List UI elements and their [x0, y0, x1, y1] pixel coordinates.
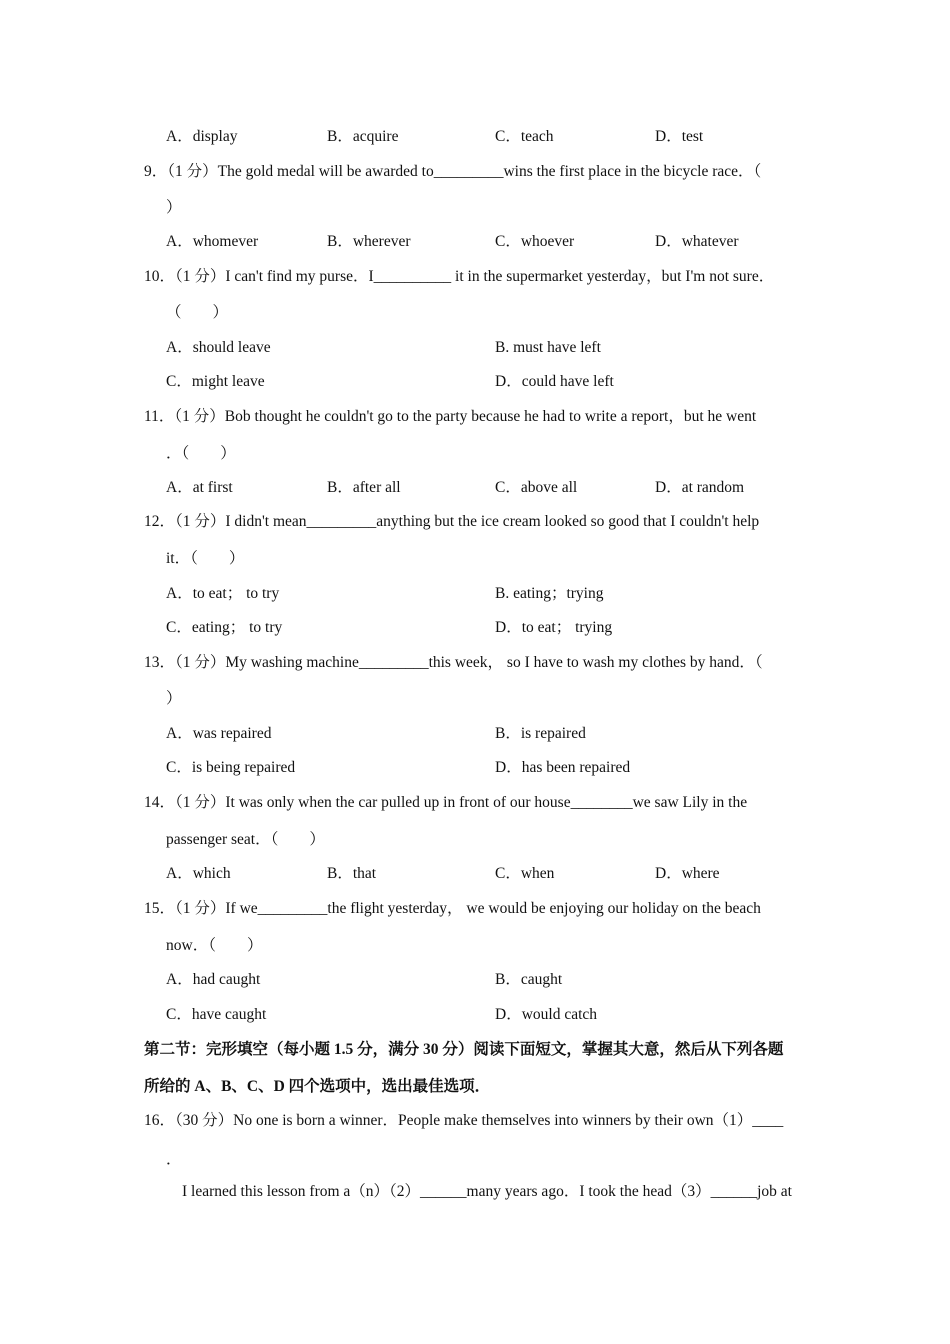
q16-stem: 16．（30 分）No one is born a winner．People make themselves into winners by their own（1）____: [144, 1112, 784, 1129]
q11-stem-cont: ．（ ）: [166, 445, 236, 462]
q12-option-b: B. eating；trying: [495, 585, 604, 602]
q10-option-c: C．might leave: [166, 373, 265, 390]
q15-option-a: A．had caught: [166, 971, 261, 988]
q13-option-a: A．was repaired: [166, 725, 272, 742]
q8-option-b: B．acquire: [327, 128, 399, 145]
q15-stem-cont: now．（ ）: [166, 937, 263, 954]
q13-stem-cont: ）: [166, 690, 182, 707]
q8-option-a: A．display: [166, 128, 238, 145]
q11-option-a: A．at first: [166, 479, 233, 496]
q8-option-d: D．test: [655, 128, 704, 145]
q13-option-b: B．is repaired: [495, 725, 586, 742]
q10-option-d: D．could have left: [495, 373, 614, 390]
q10-option-a: A．should leave: [166, 339, 271, 356]
section2-heading: 第二节：完形填空（每小题 1.5 分，满分 30 分）阅读下面短文，掌握其大意，然后从下列各题: [144, 1041, 784, 1058]
q14-option-a: A．which: [166, 865, 231, 882]
q11-option-d: D．at random: [655, 479, 745, 496]
q9-option-a: A．whomever: [166, 233, 259, 250]
q14-stem-cont: passenger seat．（ ）: [166, 831, 325, 848]
q15-option-c: C．have caught: [166, 1006, 267, 1023]
q9-stem-cont: ）: [166, 199, 182, 216]
q14-option-b: B．that: [327, 865, 377, 882]
q16-passage-line: I learned this lesson from a（n）（2）______many years ago．I took the head（3）______job at: [182, 1183, 792, 1200]
section2-heading-cont: 所给的 A、B、C、D 四个选项中，选出最佳选项．: [144, 1078, 491, 1095]
q13-option-c: C．is being repaired: [166, 759, 296, 776]
q12-stem-cont: it．（ ）: [166, 550, 245, 567]
q13-option-d: D．has been repaired: [495, 759, 631, 776]
q9-option-b: B．wherever: [327, 233, 411, 250]
q14-stem: 14．（1 分）It was only when the car pulled up in front of our house________we saw Lily in the: [144, 794, 748, 811]
q14-option-d: D．where: [655, 865, 720, 882]
q10-stem: 10．（1 分）I can't find my purse．I__________ it in the supermarket yesterday，but I'm not sure．: [144, 268, 775, 285]
q10-stem-cont: （ ）: [166, 304, 229, 321]
q15-option-b: B．caught: [495, 971, 563, 988]
q11-option-c: C．above all: [495, 479, 578, 496]
q10-option-b: B. must have left: [495, 339, 601, 356]
q12-option-c: C．eating； to try: [166, 619, 283, 636]
q14-option-c: C．when: [495, 865, 555, 882]
q11-stem: 11．（1 分）Bob thought he couldn't go to the party because he had to write a report，but he went: [144, 408, 757, 425]
q9-stem: 9．（1 分）The gold medal will be awarded to_________wins the first place in the bicycle race．（: [144, 163, 762, 180]
q13-stem: 13．（1 分）My washing machine_________this week， so I have to wash my clothes by hand．（: [144, 654, 763, 671]
q11-option-b: B．after all: [327, 479, 401, 496]
q12-option-d: D．to eat； trying: [495, 619, 613, 636]
q8-option-c: C．teach: [495, 128, 554, 145]
q16-stem-cont: ．: [166, 1151, 182, 1168]
q15-stem: 15．（1 分）If we_________the flight yesterday， we would be enjoying our holiday on the beach: [144, 900, 761, 917]
q9-option-d: D．whatever: [655, 233, 739, 250]
q9-option-c: C．whoever: [495, 233, 575, 250]
q12-option-a: A．to eat； to try: [166, 585, 280, 602]
q15-option-d: D．would catch: [495, 1006, 598, 1023]
q12-stem: 12．（1 分）I didn't mean_________anything but the ice cream looked so good that I couldn't help: [144, 513, 760, 530]
